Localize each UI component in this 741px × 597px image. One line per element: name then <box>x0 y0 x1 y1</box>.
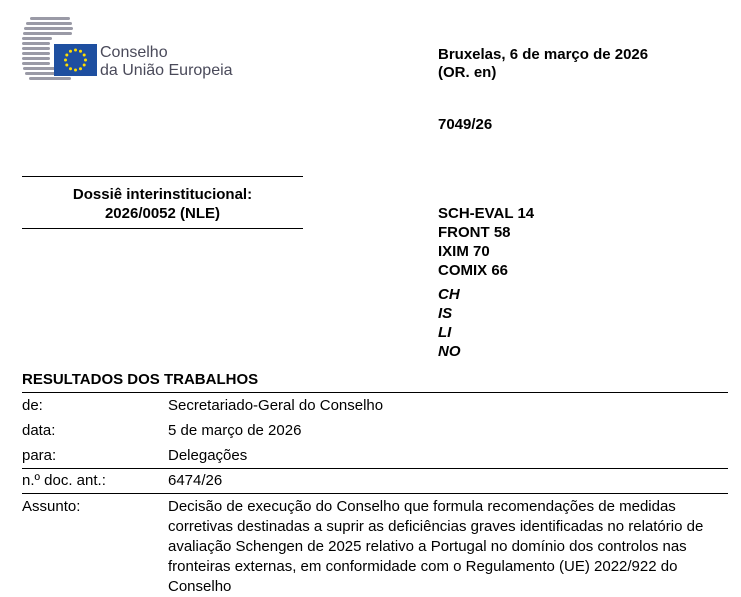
code-item: IXIM 70 <box>438 243 490 260</box>
org-name-line2: da União Europeia <box>100 62 233 79</box>
code-item: COMIX 66 <box>438 262 509 279</box>
council-logo <box>22 17 100 83</box>
code-item: SCH-EVAL 14 <box>438 205 535 222</box>
country-code: NO <box>438 343 461 360</box>
subject-label: Assunto: <box>22 498 81 515</box>
country-code: LI <box>438 324 452 341</box>
dossier-rule-bottom <box>22 228 303 229</box>
dossier-number: 2026/0052 (NLE) <box>104 205 221 222</box>
org-name-line1: Conselho <box>100 44 168 61</box>
subject-text: Decisão de execução do Conselho que formula recomendações de medidas corretivas destinadas a suprir as deficiências graves identificadas no relatório de avaliação Schengen de 2025 relativo a Portugal no domínio dos controlos nas fronteiras externas, em conformidade com o Regulamento (UE) 2022/922 do Conselho <box>168 498 704 595</box>
row-label-date: data: <box>22 422 56 439</box>
row-label-prev-doc: n.º doc. ant.: <box>22 472 106 489</box>
document-number: 7049/26 <box>438 116 493 133</box>
code-item: FRONT 58 <box>438 224 511 241</box>
original-language: (OR. en) <box>438 64 497 81</box>
section-title: RESULTADOS DOS TRABALHOS <box>22 371 259 388</box>
country-code: CH <box>438 286 460 303</box>
row-value-to: Delegações <box>168 447 248 464</box>
row-value-prev-doc: 6474/26 <box>168 472 223 489</box>
row-value-date: 5 de março de 2026 <box>168 422 302 439</box>
country-code: IS <box>438 305 453 322</box>
dossier-rule-top <box>22 176 303 177</box>
row-divider <box>22 493 728 494</box>
eu-flag-icon <box>54 44 97 76</box>
row-label-from: de: <box>22 397 43 414</box>
place-date: Bruxelas, 6 de março de 2026 <box>438 46 649 63</box>
section-rule <box>22 392 728 393</box>
dossier-title: Dossiê interinstitucional: <box>72 186 253 203</box>
row-label-to: para: <box>22 447 57 464</box>
row-value-from: Secretariado-Geral do Conselho <box>168 397 384 414</box>
row-divider <box>22 468 728 469</box>
